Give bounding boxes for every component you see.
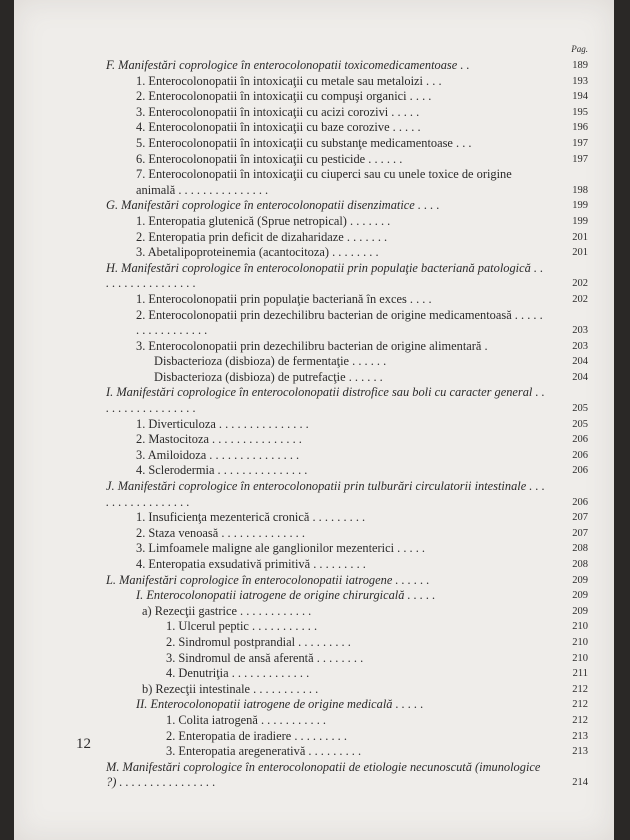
toc-entry-page: 212 [572, 683, 588, 695]
toc-entry-title: 2. Enteropatia prin deficit de dizaharidaze . . . . . . . [136, 229, 388, 244]
toc-entry-title: Disbacterioza (disbioza) de putrefacţie . . . . . . [154, 369, 383, 384]
toc-entry-title: 1. Enterocolonopatii în intoxicaţii cu metale sau metaloizi . . . [136, 73, 442, 88]
page-number: 12 [76, 736, 91, 752]
toc-entry-page: 189 [572, 60, 588, 71]
toc-entry-page: 205 [572, 403, 588, 415]
toc-entry [106, 105, 588, 121]
toc-entry [106, 152, 588, 168]
toc-entry-page: 199 [572, 215, 588, 227]
toc-entry-title: J. Manifestări coprologice în enterocolonopatii prin tulburări circulatorii intestinale . . . . . . . . . . . . . . . . . [106, 479, 545, 509]
toc-entry-page: 206 [572, 465, 588, 477]
toc-entry-page: 210 [572, 636, 588, 648]
toc-entry-title: 1. Colita iatrogenă . . . . . . . . . . . [166, 712, 327, 727]
toc-entry [106, 651, 588, 667]
toc-entry [106, 573, 588, 589]
toc-entry-title: 2. Enterocolonopatii prin dezechilibru bacterian de origine medicamentoasă . . . . . . . . . . . . . . . . . [136, 307, 543, 338]
toc-entry [106, 526, 588, 542]
toc-entry-page: 209 [572, 605, 588, 617]
toc-entry [106, 541, 588, 557]
toc-entry-page: 202 [572, 293, 588, 305]
toc-entry [106, 89, 588, 105]
toc-entry [106, 370, 588, 386]
toc-entry-title: 2. Enteropatia de iradiere . . . . . . . . . [166, 728, 347, 743]
toc-entry-page: 205 [572, 418, 588, 430]
toc-entry-title: 2. Sindromul postprandial . . . . . . . . . [166, 634, 351, 649]
toc-entry-page: 209 [572, 590, 588, 602]
toc-entry-title: 3. Abetalipoproteinemia (acantocitoza) . . . . . . . . [136, 245, 379, 260]
toc-entry-title: 2. Enterocolonopatii în intoxicaţii cu compuşi organici . . . . [136, 89, 432, 104]
toc-entry-page: 211 [572, 668, 588, 680]
toc-entry [106, 697, 588, 713]
toc-entry [106, 448, 588, 464]
toc-entry-page: 212 [572, 699, 588, 711]
toc-entry-title: G. Manifestări coprologice în enterocolonopatii disenzimatice . . . . [106, 198, 440, 213]
toc-entry-title: M. Manifestări coprologice în enterocolonopatii de etiologie necunoscută (imunologice ?) . . . . . . . . . . . . . . . . [106, 759, 541, 790]
toc-entry-title: 4. Enterocolonopatii în intoxicaţii cu baze corozive . . . . . [136, 120, 421, 135]
toc-entry [106, 339, 588, 355]
book-page [14, 0, 614, 840]
toc-entry-page: 197 [572, 153, 588, 165]
toc-entry-page: 199 [572, 200, 588, 212]
toc-entry-title: 7. Enterocolonopatii în intoxicaţii cu ciuperci sau cu unele toxice de origine animală . . . . . . . . . . . . . . . [136, 167, 512, 197]
toc-entry-page: 213 [572, 746, 588, 758]
toc-entry-title: 1. Enterocolonopatii prin populaţie bacteriană în exces . . . . [136, 291, 432, 306]
toc-entry-page: 203 [572, 340, 588, 352]
table-of-contents [106, 44, 588, 791]
toc-entry-page: 210 [572, 621, 588, 633]
toc-entry [106, 682, 588, 698]
toc-entry [106, 510, 588, 526]
toc-entry-title: 3. Enteropatia aregenerativă . . . . . . . . . [166, 744, 362, 759]
toc-entry [106, 230, 588, 246]
toc-entry-title: I. Manifestări coprologice în enterocolonopatii distrofice sau boli cu caracter general . . . . . . . . . . . . . . . . . [106, 385, 545, 416]
toc-entry-page: 213 [572, 730, 588, 742]
toc-entry-page: 195 [572, 106, 588, 118]
toc-entry-page: 201 [572, 247, 588, 259]
toc-entry-page: 203 [572, 325, 588, 337]
toc-entry-title: 4. Denutriţia . . . . . . . . . . . . . [166, 666, 310, 681]
toc-entry-page: 206 [572, 434, 588, 446]
toc-entry [106, 760, 588, 791]
toc-entry-title: F. Manifestări coprologice în enterocolonopatii toxicomedicamentoase . . [106, 58, 470, 72]
toc-entry-title: 2. Mastocitoza . . . . . . . . . . . . . . . [136, 432, 302, 447]
toc-entry-page: 207 [572, 512, 588, 524]
toc-entry [106, 666, 588, 682]
toc-entry-page: 206 [572, 449, 588, 461]
toc-entry-page: 204 [572, 371, 588, 383]
toc-entry-title: 4. Enteropatia exsudativă primitivă . . . . . . . . . [136, 557, 366, 571]
toc-entry-page: 209 [572, 574, 588, 586]
toc-entry [106, 635, 588, 651]
toc-entry-title: b) Rezecţii intestinale . . . . . . . . . . . [142, 681, 319, 696]
toc-entry-page: 212 [572, 714, 588, 726]
toc-entry [106, 292, 588, 308]
toc-entry-page: 197 [572, 137, 588, 149]
toc-entry [106, 417, 588, 433]
toc-entry [106, 74, 588, 90]
toc-entry [106, 198, 588, 214]
toc-entry [106, 136, 588, 152]
toc-entry [106, 245, 588, 261]
toc-entry-page: 208 [572, 543, 588, 555]
toc-entry-page: 206 [572, 496, 588, 508]
toc-entry [106, 713, 588, 729]
toc-entry-title: I. Enterocolonopatii iatrogene de origine chirurgicală . . . . . [136, 588, 436, 603]
toc-entry-title: 3. Limfoamele maligne ale ganglionilor mezenterici . . . . . [136, 541, 426, 556]
toc-entry [106, 432, 588, 448]
toc-entry-page: 194 [572, 91, 588, 103]
toc-entry [106, 385, 588, 416]
toc-entry [106, 120, 588, 136]
toc-entry-title: 4. Sclerodermia . . . . . . . . . . . . . . . [136, 463, 308, 478]
toc-entry [106, 308, 588, 339]
toc-entry-title: 1. Diverticuloza . . . . . . . . . . . . . . . [136, 416, 309, 431]
toc-entry [106, 463, 588, 479]
toc-entry-title: 1. Insuficienţa mezenterică cronică . . . . . . . . . [136, 510, 366, 525]
toc-entry-title: 5. Enterocolonopatii în intoxicaţii cu substanţe medicamentoase . . . [136, 135, 472, 150]
toc-entry-page: 210 [572, 652, 588, 664]
toc-entry-title: 3. Enterocolonopatii în intoxicaţii cu acizi corozivi . . . . . [136, 104, 420, 119]
toc-entry-title: 3. Enterocolonopatii prin dezechilibru bacterian de origine alimentară . [136, 338, 488, 353]
toc-entry [106, 557, 588, 573]
toc-entry-title: 2. Staza venoasă . . . . . . . . . . . . . . [136, 525, 305, 540]
toc-entry-title: II. Enterocolonopatii iatrogene de origine medicală . . . . . [136, 697, 424, 712]
toc-entry [106, 261, 588, 292]
toc-entry-page: 202 [572, 278, 588, 290]
toc-entry [106, 167, 588, 198]
toc-entry-title: 3. Sindromul de ansă aferentă . . . . . . . . [166, 650, 364, 665]
toc-entry-page: 201 [572, 231, 588, 243]
toc-entry-page: 198 [572, 184, 588, 196]
toc-entry-title: 3. Amiloidoza . . . . . . . . . . . . . . . [136, 447, 300, 462]
toc-entry-page: 196 [572, 122, 588, 134]
toc-entry-title: a) Rezecţii gastrice . . . . . . . . . . . . [142, 603, 312, 618]
toc-entry [106, 729, 588, 745]
toc-entry [106, 58, 588, 74]
toc-entry [106, 619, 588, 635]
toc-entry [106, 744, 588, 760]
toc-entry-page: 193 [572, 75, 588, 87]
toc-entry [106, 588, 588, 604]
toc-entry-title: 1. Enteropatia glutenică (Sprue netropical) . . . . . . . [136, 213, 391, 228]
toc-entry-page: 204 [572, 356, 588, 368]
toc-entry-page: 208 [572, 559, 588, 570]
page-column-header: Pag. [571, 44, 588, 54]
toc-entry [106, 479, 588, 510]
toc-entry [106, 214, 588, 230]
toc-entry-title: H. Manifestări coprologice în enterocolonopatii prin populaţie bacteriană patologică . . . . . . . . . . . . . . . . . [106, 260, 544, 291]
toc-entry-title: 1. Ulcerul peptic . . . . . . . . . . . [166, 619, 318, 634]
toc-entry [106, 354, 588, 370]
toc-entry-title: Disbacterioza (disbioza) de fermentaţie . . . . . . [154, 354, 387, 369]
toc-list [106, 58, 588, 791]
toc-entry-title: 6. Enterocolonopatii în intoxicaţii cu pesticide . . . . . . [136, 151, 403, 166]
toc-entry [106, 604, 588, 620]
toc-entry-page: 207 [572, 527, 588, 539]
toc-entry-title: L. Manifestări coprologice în enterocolonopatii iatrogene . . . . . . [106, 572, 430, 587]
toc-entry-page: 214 [572, 777, 588, 789]
